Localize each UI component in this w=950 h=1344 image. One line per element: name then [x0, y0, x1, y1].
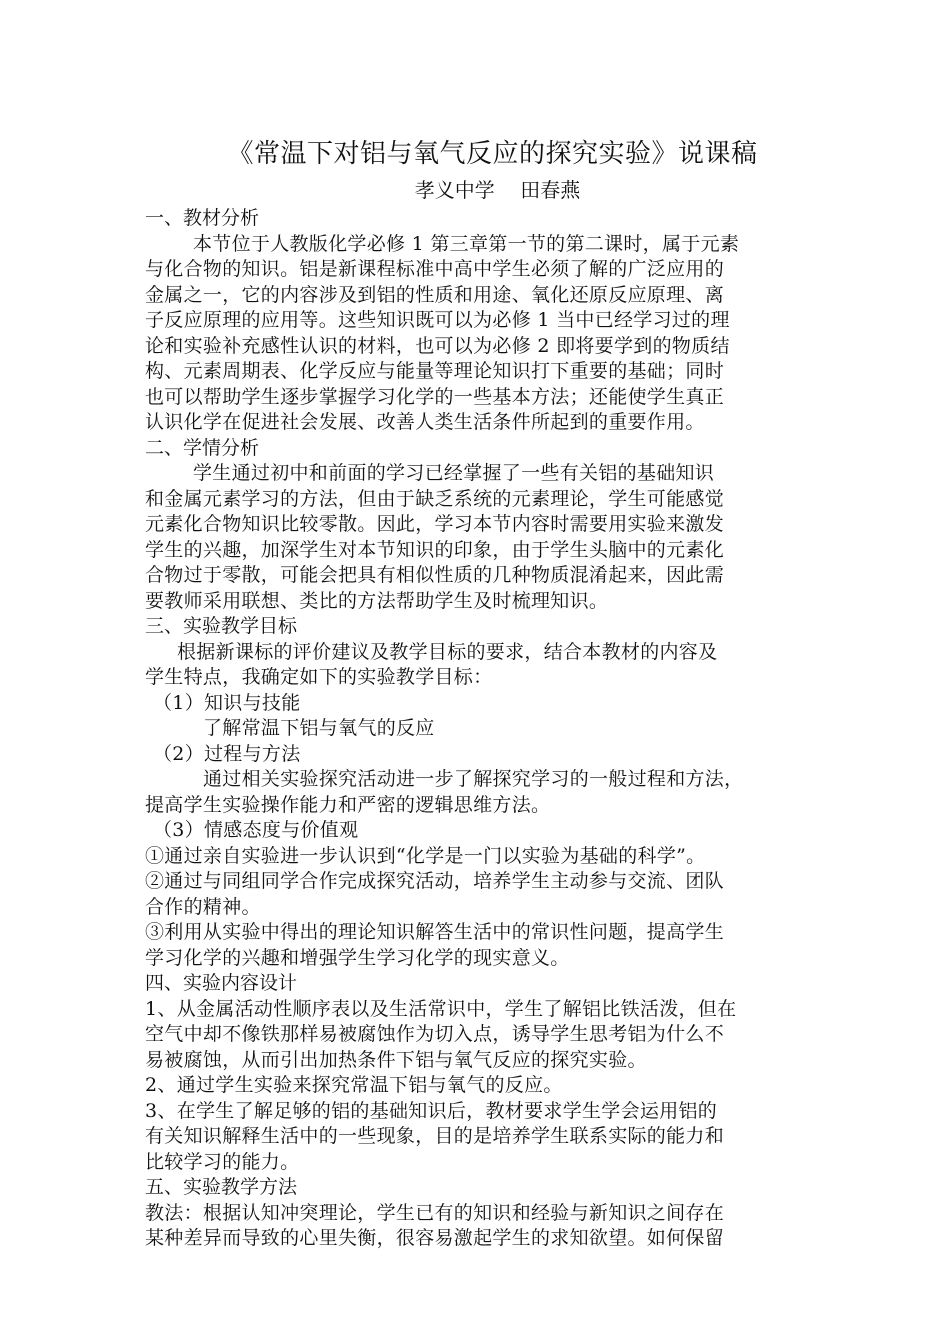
paragraph-line: ①通过亲自实验进一步认识到“化学是一门以实验为基础的科学”。: [145, 844, 706, 867]
paragraph-line: 学习化学的兴趣和增强学生学习化学的现实意义。: [145, 946, 570, 969]
subsection-label: （1）知识与技能: [153, 691, 301, 714]
paragraph-line: ②通过与同组同学合作完成探究活动，培养学生主动参与交流、团队: [145, 870, 725, 892]
paragraph-line: 论和实验补充感性认识的材料，也可以为必修 2 即将要学到的物质结: [145, 334, 730, 357]
paragraph-line: 认识化学在促进社会发展、改善人类生活条件所起到的重要作用。: [145, 411, 705, 433]
paragraph-line: 和金属元素学习的方法，但由于缺乏系统的元素理论，学生可能感觉: [145, 487, 725, 510]
paragraph-line: 提高学生实验操作能力和严密的逻辑思维方法。: [145, 793, 551, 816]
paragraph-line: 学生的兴趣，加深学生对本节知识的印象，由于学生头脑中的元素化: [145, 538, 725, 561]
section-heading: 一、教材分析: [145, 207, 260, 229]
paragraph-line: 某种差异而导致的心里失衡，很容易激起学生的求知欲望。如何保留: [145, 1227, 725, 1249]
paragraph-line: 教法：根据认知冲突理论，学生已有的知识和经验与新知识之间存在: [145, 1201, 725, 1224]
author-line: 孝义中学 田春燕: [414, 178, 581, 202]
section-heading: 三、实验教学目标: [145, 615, 298, 637]
paragraph-line: 学生通过初中和前面的学习已经掌握了一些有关铝的基础知识: [193, 462, 715, 484]
paragraph-line: 合物过于零散，可能会把具有相似性质的几种物质混淆起来，因此需: [145, 564, 725, 586]
paragraph-line: 元素化合物知识比较零散。因此，学习本节内容时需要用实验来激发: [145, 513, 725, 535]
paragraph-line: 构、元素周期表、化学反应与能量等理论知识打下重要的基础；同时: [145, 360, 725, 382]
paragraph-line: 本节位于人教版化学必修 1 第三章第一节的第二课时，属于元素: [193, 232, 740, 255]
paragraph-line: 金属之一，它的内容涉及到铝的性质和用途、氧化还原反应原理、离: [145, 283, 725, 306]
section-heading: 二、学情分析: [145, 436, 260, 459]
section-teaching-methods: [145, 1175, 810, 1252]
subsection-label: （2）过程与方法: [153, 742, 301, 765]
paragraph-line: 合作的精神。: [145, 895, 261, 918]
section-teaching-goals: [145, 614, 810, 971]
paragraph-line: 了解常温下铝与氧气的反应: [203, 717, 435, 739]
paragraph-line: 有关知识解释生活中的一些现象，目的是培养学生联系实际的能力和: [145, 1125, 725, 1147]
paragraph-line: 也可以帮助学生逐步掌握学习化学的一些基本方法；还能使学生真正: [145, 385, 725, 408]
section-heading: 五、实验教学方法: [145, 1176, 298, 1198]
paragraph-line: 通过相关实验探究活动进一步了解探究学习的一般过程和方法，: [203, 768, 744, 790]
section-experiment-design: [145, 971, 810, 1175]
paragraph-line: 比较学习的能力。: [145, 1150, 300, 1173]
paragraph-line: 1、从金属活动性顺序表以及生活常识中，学生了解铝比铁活泼，但在: [145, 997, 737, 1020]
paragraph-line: 与化合物的知识。铝是新课程标准中高中学生必须了解的广泛应用的: [145, 258, 725, 280]
section-heading: 四、实验内容设计: [145, 972, 298, 994]
document-page: [145, 134, 810, 1252]
paragraph-line: 要教师采用联想、类比的方法帮助学生及时梳理知识。: [145, 589, 609, 612]
paragraph-line: ③利用从实验中得出的理论知识解答生活中的常识性问题，提高学生: [145, 921, 725, 943]
paragraph-line: 根据新课标的评价建议及教学目标的要求，结合本教材的内容及: [177, 640, 718, 663]
section-textbook-analysis: [145, 206, 810, 436]
paragraph-line: 学生特点，我确定如下的实验教学目标：: [145, 666, 493, 688]
paragraph-line: 2、通过学生实验来探究常温下铝与氧气的反应。: [145, 1074, 563, 1096]
paragraph-line: 空气中却不像铁那样易被腐蚀作为切入点，诱导学生思考铝为什么不: [145, 1023, 725, 1045]
paragraph-line: 子反应原理的应用等。这些知识既可以为必修 1 当中已经学习过的理: [145, 309, 730, 331]
section-student-analysis: [145, 436, 810, 615]
paragraph-line: 易被腐蚀，从而引出加热条件下铝与氧气反应的探究实验。: [145, 1048, 647, 1071]
paragraph-line: 3、在学生了解足够的铝的基础知识后，教材要求学生学会运用铝的: [145, 1099, 718, 1122]
document-title: 《常温下对铝与氧气反应的探究实验》说课稿: [227, 139, 758, 169]
subsection-label: （3）情感态度与价值观: [153, 819, 359, 841]
